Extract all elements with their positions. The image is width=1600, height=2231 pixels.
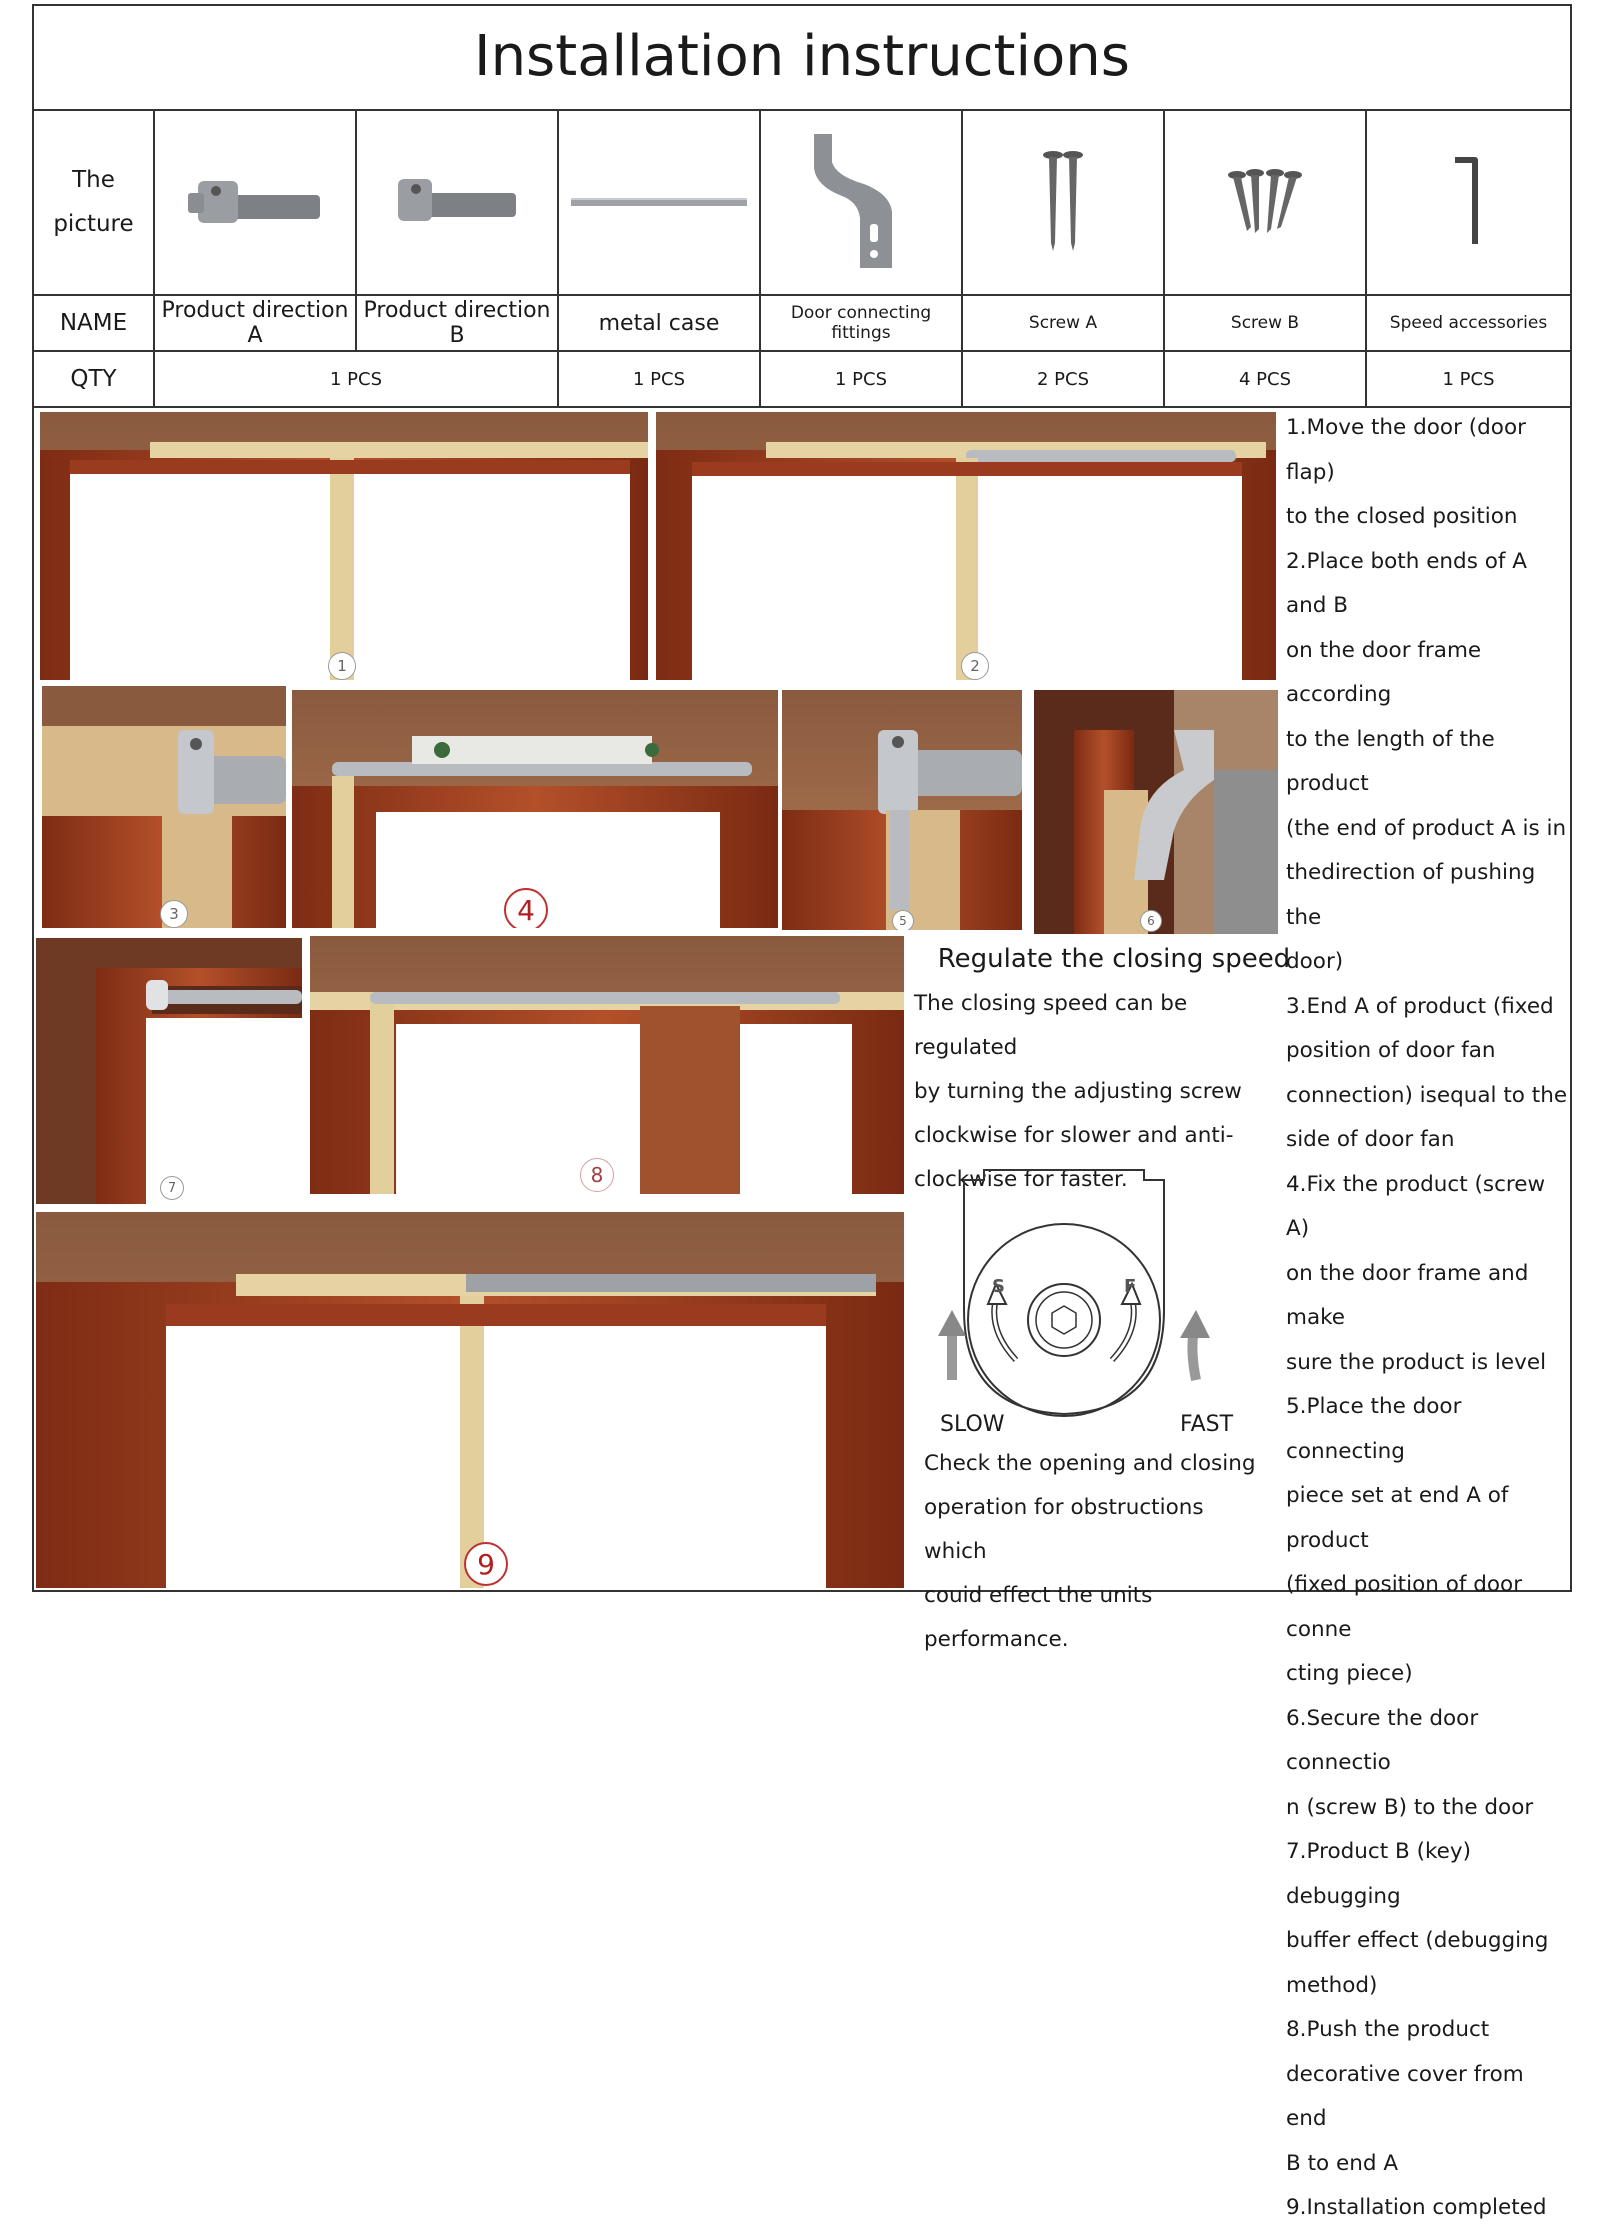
speed-dial-diagram — [924, 1160, 1264, 1430]
step-photo-2 — [656, 412, 1276, 680]
bracket-icon — [761, 110, 961, 294]
step-line: buffer effect (debugging — [1286, 1928, 1549, 1953]
step-badge-2: 2 — [961, 652, 989, 680]
speed-title: Regulate the closing speed — [937, 944, 1291, 974]
step-badge-1: 1 — [328, 652, 356, 680]
step-line: 4.Fix the product (screw A) — [1286, 1171, 1546, 1241]
slow-label: SLOW — [940, 1412, 1005, 1437]
step-badge-8: 8 — [580, 1158, 614, 1192]
step-line: B to end A — [1286, 2150, 1399, 2176]
step-line: 5.Place the door connecting — [1286, 1394, 1462, 1464]
dial-f-mark: F — [1124, 1276, 1137, 1297]
hex-key-icon — [1367, 110, 1570, 294]
check-line: Check the opening and closing — [924, 1451, 1256, 1476]
qty-screw-b: 4 PCS — [1238, 368, 1292, 390]
step-line: to the length of the product — [1286, 726, 1495, 796]
row-label-name: NAME — [59, 310, 128, 336]
step-photo-6 — [1034, 690, 1278, 934]
step-line: on the door frame according — [1286, 637, 1482, 707]
speed-line: clockwise for faster. — [914, 1167, 1128, 1192]
steps-list — [1286, 406, 1568, 2231]
item-name-product-a: Product direction A — [161, 298, 349, 348]
item-name-screw-b: Screw B — [1230, 313, 1300, 333]
step-line: (fixed position of door conne — [1286, 1572, 1523, 1642]
item-name-metal-case: metal case — [598, 310, 720, 336]
closer-body-b-icon — [357, 110, 557, 294]
step-line: to the closed position — [1286, 504, 1518, 529]
dial-s-mark: S — [992, 1276, 1005, 1297]
step-line: decorative cover from end — [1286, 2061, 1524, 2131]
step-badge-4: 4 — [504, 888, 548, 928]
screw-set-icon — [1165, 110, 1365, 294]
step-line: 1.Move the door (door flap) — [1286, 415, 1526, 485]
step-line: n (screw B) to the door — [1286, 1794, 1534, 1820]
item-name-product-b: Product direction B — [363, 298, 551, 348]
step-badge-6: 6 — [1140, 910, 1162, 932]
page-title: Installation instructions — [32, 4, 1572, 111]
row-label-picture: The picture — [53, 167, 134, 237]
step-badge-7: 7 — [160, 1176, 184, 1200]
step-line: door) — [1286, 949, 1344, 974]
step-photo-5 — [782, 690, 1022, 930]
step-photo-7 — [36, 938, 302, 1204]
item-name-door-fittings: Door connecting fittings — [790, 303, 932, 343]
qty-screw-a: 2 PCS — [1036, 368, 1090, 390]
speed-line: clockwise for slower and anti- — [914, 1123, 1234, 1148]
step-photo-8 — [310, 936, 904, 1194]
step-line: 2.Place both ends of A and B — [1286, 548, 1528, 618]
step-line: 8.Push the product — [1286, 2017, 1490, 2042]
step-line: 7.Product B (key) debugging — [1286, 1839, 1471, 1909]
item-name-speed-accessories: Speed accessories — [1389, 313, 1548, 333]
metal-rail-icon — [559, 110, 759, 294]
qty-products-ab: 1 PCS — [329, 368, 383, 390]
step-photo-4 — [292, 690, 778, 928]
qty-metal-case: 1 PCS — [632, 368, 686, 390]
row-label-qty: QTY — [70, 366, 117, 392]
step-line: method) — [1286, 1972, 1378, 1998]
step-photo-3 — [42, 686, 286, 928]
step-line: sure the product is level — [1286, 1349, 1547, 1375]
qty-speed: 1 PCS — [1442, 368, 1495, 390]
check-line: couid effect the units performance. — [924, 1583, 1153, 1652]
speed-line: by turning the adjusting screw — [914, 1079, 1242, 1104]
speed-line: The closing speed can be regulated — [914, 991, 1188, 1060]
screw-pair-icon — [963, 110, 1163, 294]
step-line: 3.End A of product (fixed — [1286, 993, 1554, 1019]
step-line: position of door fan — [1286, 1038, 1496, 1063]
fast-label: FAST — [1180, 1412, 1234, 1437]
step-badge-5: 5 — [892, 910, 914, 930]
step-line: thedirection of pushing the — [1286, 860, 1536, 930]
qty-fittings: 1 PCS — [834, 368, 888, 390]
step-line: piece set at end A of product — [1286, 1483, 1509, 1553]
step-line: (the end of product A is in — [1286, 815, 1567, 841]
step-photo-1 — [40, 412, 648, 680]
step-line: cting piece) — [1286, 1661, 1413, 1686]
item-name-screw-a: Screw A — [1028, 313, 1098, 333]
step-badge-3: 3 — [160, 900, 188, 928]
check-note — [924, 1442, 1269, 1662]
step-line: connection) isequal to the — [1286, 1082, 1568, 1108]
closer-body-a-icon — [155, 110, 355, 294]
step-line: 6.Secure the door connectio — [1286, 1705, 1479, 1775]
step-line: 9.Installation completed — [1286, 2195, 1547, 2220]
step-badge-9: 9 — [464, 1542, 508, 1586]
step-line: side of door fan — [1286, 1127, 1455, 1152]
step-line: on the door frame and make — [1286, 1260, 1529, 1330]
check-line: operation for obstructions which — [924, 1495, 1204, 1564]
step-photo-9 — [36, 1212, 904, 1588]
